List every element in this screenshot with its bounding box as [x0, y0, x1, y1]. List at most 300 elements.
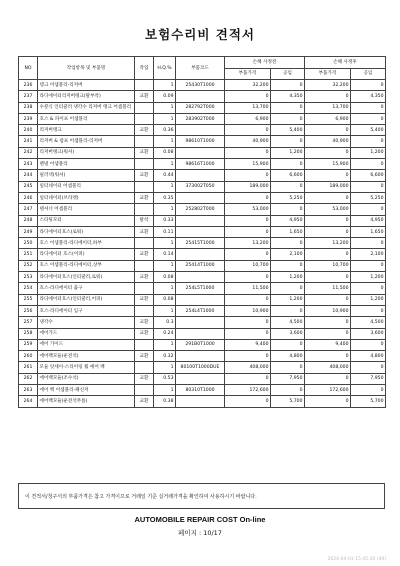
cell-work: 교환 — [135, 226, 154, 237]
cell-p2: 0 — [305, 272, 351, 283]
cell-l2: 3,600 — [351, 328, 386, 339]
cell-no: 255 — [19, 294, 38, 305]
cell-l2: 4,800 — [351, 351, 386, 362]
cell-l2: 0 — [351, 305, 386, 316]
cell-l1: 2,100 — [271, 249, 305, 260]
cell-l1: 5,400 — [271, 125, 305, 136]
cell-no: 237 — [19, 91, 38, 102]
cell-l2: 2,100 — [351, 249, 386, 260]
cell-work — [135, 159, 154, 170]
cell-p2: 11,500 — [305, 283, 351, 294]
cell-l2: 1,200 — [351, 272, 386, 283]
cell-item: 일터네이터 어셈블리 — [38, 181, 135, 192]
estimate-table — [18, 56, 386, 408]
cell-l1: 0 — [271, 159, 305, 170]
cell-work: 교환 — [135, 192, 154, 203]
cell-code — [176, 192, 225, 203]
cell-work — [135, 305, 154, 316]
cell-item: 냉각수 — [38, 317, 135, 328]
cell-p2: 9,400 — [305, 339, 351, 350]
cell-no: 264 — [19, 396, 38, 407]
cell-code — [176, 226, 225, 237]
cell-code: 252802T000 — [176, 204, 225, 215]
cell-hq: 0.3 — [154, 317, 176, 328]
cell-code: 25415T1000 — [176, 238, 225, 249]
cell-l1: 0 — [271, 283, 305, 294]
cell-hq: 1 — [154, 102, 176, 113]
cell-work: 교환 — [135, 170, 154, 181]
cell-item: 호스-라디에이터 입구 — [38, 305, 135, 316]
cell-no: 241 — [19, 136, 38, 147]
cell-l2: 0 — [351, 136, 386, 147]
cell-item: 에어 가이드 — [38, 339, 135, 350]
cell-item: 호스 & 파이프 어셈블리 — [38, 113, 135, 124]
table-row — [19, 147, 386, 158]
cell-hq: 1 — [154, 159, 176, 170]
cell-work: 교환 — [135, 272, 154, 283]
cell-code: 282792T000 — [176, 102, 225, 113]
cell-p1: 0 — [225, 170, 271, 181]
cell-p2: 13,700 — [305, 102, 351, 113]
cell-work — [135, 80, 154, 91]
cell-work: 탈착 — [135, 215, 154, 226]
cell-item: 텡크 어셈블리-리저버 — [38, 80, 135, 91]
cell-l1: 0 — [271, 80, 305, 91]
table-row — [19, 317, 386, 328]
cell-hq: 0.36 — [154, 125, 176, 136]
cell-p2: 15,900 — [305, 159, 351, 170]
cell-hq: 1 — [154, 204, 176, 215]
cell-item: 라디에이터호스(로워) — [38, 226, 135, 237]
cell-hq: 0.09 — [154, 91, 176, 102]
cell-work — [135, 181, 154, 192]
cell-work — [135, 362, 154, 373]
table-row — [19, 294, 386, 305]
cell-no: 262 — [19, 373, 38, 384]
cell-p2: 32,200 — [305, 80, 351, 91]
cell-work: 교환 — [135, 373, 154, 384]
cell-l1: 1,200 — [271, 294, 305, 305]
cell-p2: 0 — [305, 147, 351, 158]
cell-hq: 0.14 — [154, 249, 176, 260]
cell-l1: 5,700 — [271, 396, 305, 407]
cell-no: 239 — [19, 113, 38, 124]
cell-item: 일터네이터(브라켓) — [38, 192, 135, 203]
table-row — [19, 328, 386, 339]
cell-l1: 3,600 — [271, 328, 305, 339]
cell-item: 라디에이터호스(인터쿨러,로워) — [38, 272, 135, 283]
table-row — [19, 283, 386, 294]
cell-l2: 4,950 — [351, 215, 386, 226]
cell-l1: 4,500 — [271, 317, 305, 328]
cell-code — [176, 170, 225, 181]
table-row — [19, 238, 386, 249]
document-title: 보험수리비 견적서 — [145, 27, 255, 42]
cell-l2: 0 — [351, 362, 386, 373]
cell-no: 238 — [19, 102, 38, 113]
disclaimer-note: 이 견적서/청구서의 부품가격은 참고 가격이므로 거래일 기준 실거래가격을 확인하여 사용하시기 바랍니다. — [18, 483, 385, 509]
cell-work: 교환 — [135, 317, 154, 328]
table-row — [19, 226, 386, 237]
cell-item: 라디에이터리저버탱크(탈부착) — [38, 91, 135, 102]
cell-l1: 0 — [271, 305, 305, 316]
cell-code: 98610T1000 — [176, 136, 225, 147]
cell-l1: 4,800 — [271, 351, 305, 362]
cell-p1: 0 — [225, 125, 271, 136]
table-row — [19, 373, 386, 384]
cell-p2: 0 — [305, 91, 351, 102]
cell-p2: 0 — [305, 226, 351, 237]
header-item: 작업항목 및 부품명 — [38, 57, 135, 80]
cell-p2: 0 — [305, 192, 351, 203]
cell-p2: 0 — [305, 294, 351, 305]
cell-code — [176, 91, 225, 102]
cell-item: 에어 백 어셈블리-패신저 — [38, 385, 135, 396]
cell-hq: 1 — [154, 238, 176, 249]
cell-l2: 5,400 — [351, 125, 386, 136]
cell-l2: 5,250 — [351, 192, 386, 203]
cell-p2: 13,200 — [305, 238, 351, 249]
cell-work — [135, 260, 154, 271]
cell-l2: 0 — [351, 102, 386, 113]
cell-no: 243 — [19, 159, 38, 170]
cell-hq: 1 — [154, 385, 176, 396]
cell-code — [176, 215, 225, 226]
cell-p2: 189,000 — [305, 181, 351, 192]
table-row — [19, 80, 386, 91]
cell-l1: 0 — [271, 204, 305, 215]
cell-work — [135, 204, 154, 215]
cell-code — [176, 328, 225, 339]
cell-p1: 0 — [225, 351, 271, 362]
cell-l1: 6,600 — [271, 170, 305, 181]
cell-l2: 1,650 — [351, 226, 386, 237]
cell-code — [176, 317, 225, 328]
cell-code: 373002T050 — [176, 181, 225, 192]
cell-hq: 1 — [154, 305, 176, 316]
cell-p1: 0 — [225, 91, 271, 102]
cell-l1: 0 — [271, 136, 305, 147]
header-no: NO — [19, 57, 38, 80]
cell-item: 라디에이터호스(인터쿨러,어퍼) — [38, 294, 135, 305]
cell-work: 교환 — [135, 328, 154, 339]
cell-no: 261 — [19, 362, 38, 373]
cell-no: 254 — [19, 283, 38, 294]
cell-p2: 0 — [305, 328, 351, 339]
cell-p1: 172,600 — [225, 385, 271, 396]
cell-code — [176, 373, 225, 384]
cell-l2: 0 — [351, 204, 386, 215]
cell-work — [135, 339, 154, 350]
cell-item: 에어백모듈(조수석) — [38, 373, 135, 384]
header-labor-after: 공임 — [351, 68, 386, 80]
table-row — [19, 305, 386, 316]
cell-p2: 172,600 — [305, 385, 351, 396]
cell-hq: 0.53 — [154, 373, 176, 384]
cell-work: 교환 — [135, 91, 154, 102]
cell-code: 254L5T1000 — [176, 283, 225, 294]
cell-l1: 0 — [271, 102, 305, 113]
cell-no: 251 — [19, 249, 38, 260]
cell-no: 256 — [19, 305, 38, 316]
cell-no: 242 — [19, 147, 38, 158]
cell-no: 248 — [19, 215, 38, 226]
page-number: 페이지 : 10/17 — [178, 529, 222, 537]
header-part-price-before: 부품가격 — [225, 68, 271, 80]
cell-work: 교환 — [135, 396, 154, 407]
table-row — [19, 125, 386, 136]
cell-p1: 0 — [225, 373, 271, 384]
cell-l1: 1,200 — [271, 147, 305, 158]
cell-l1: 0 — [271, 181, 305, 192]
cell-no: 258 — [19, 328, 38, 339]
table-row — [19, 181, 386, 192]
cell-code — [176, 396, 225, 407]
cell-l2: 0 — [351, 113, 386, 124]
cell-l2: 0 — [351, 181, 386, 192]
cell-work — [135, 136, 154, 147]
cell-l1: 7,950 — [271, 373, 305, 384]
cell-l1: 5,250 — [271, 192, 305, 203]
cell-p1: 0 — [225, 226, 271, 237]
header-labor-before: 공임 — [271, 68, 305, 80]
cell-item: 필러넥(워셔) — [38, 170, 135, 181]
cell-no: 252 — [19, 260, 38, 271]
cell-p1: 15,900 — [225, 159, 271, 170]
cell-code: 254L4T1000 — [176, 305, 225, 316]
cell-p1: 53,000 — [225, 204, 271, 215]
cell-work: 교환 — [135, 249, 154, 260]
cell-p1: 0 — [225, 147, 271, 158]
cell-l2: 1,200 — [351, 294, 386, 305]
cell-code: 25430T1000 — [176, 80, 225, 91]
cell-l1: 1,650 — [271, 226, 305, 237]
cell-work: 교환 — [135, 351, 154, 362]
cell-code — [176, 272, 225, 283]
cell-p1: 0 — [225, 328, 271, 339]
table-row — [19, 215, 386, 226]
cell-p2: 0 — [305, 351, 351, 362]
cell-hq: 0.44 — [154, 170, 176, 181]
cell-l2: 5,700 — [351, 396, 386, 407]
table-row — [19, 249, 386, 260]
cell-hq: 0.08 — [154, 147, 176, 158]
table-row — [19, 339, 386, 350]
cell-item: 리저버탱크(워셔) — [38, 147, 135, 158]
cell-hq: 0.11 — [154, 226, 176, 237]
cell-l1: 1,200 — [271, 272, 305, 283]
cell-l1: 4,350 — [271, 91, 305, 102]
header-work: 작업 — [135, 57, 154, 80]
cell-item: 텐셔너 어셈블리 — [38, 204, 135, 215]
cell-l2: 0 — [351, 339, 386, 350]
cell-no: 257 — [19, 317, 38, 328]
cell-p1: 10,900 — [225, 305, 271, 316]
cell-p1: 13,200 — [225, 238, 271, 249]
cell-no: 249 — [19, 226, 38, 237]
table-row — [19, 113, 386, 124]
table-row — [19, 385, 386, 396]
cell-p2: 0 — [305, 249, 351, 260]
cell-p1: 10,700 — [225, 260, 271, 271]
header-hq: H.Q.% — [154, 57, 176, 80]
cell-l2: 1,200 — [351, 147, 386, 158]
cell-p1: 0 — [225, 317, 271, 328]
cell-hq: 0.24 — [154, 328, 176, 339]
cell-hq: 1 — [154, 80, 176, 91]
header-after: 손해 사정후 — [305, 57, 386, 69]
cell-code: 291B0T1000 — [176, 339, 225, 350]
cell-no: 263 — [19, 385, 38, 396]
cell-no: 245 — [19, 181, 38, 192]
cell-no: 260 — [19, 351, 38, 362]
table-row — [19, 396, 386, 407]
cell-item: 라디에이터 호스(어퍼) — [38, 249, 135, 260]
table-row — [19, 351, 386, 362]
header-before: 손해 사정전 — [225, 57, 305, 69]
cell-p1: 32,200 — [225, 80, 271, 91]
cell-p2: 0 — [305, 396, 351, 407]
cell-p1: 0 — [225, 192, 271, 203]
cell-l2: 0 — [351, 385, 386, 396]
cell-item: 에어백모듈(운전석무릎) — [38, 396, 135, 407]
cell-hq: 1 — [154, 339, 176, 350]
cell-p1: 408,000 — [225, 362, 271, 373]
print-timestamp: 2024-04-03 15:45:30 (49) — [327, 557, 386, 562]
cell-hq: 0.33 — [154, 215, 176, 226]
cell-l1: 4,950 — [271, 215, 305, 226]
cell-hq: 1 — [154, 136, 176, 147]
table-row — [19, 192, 386, 203]
cell-item: 호스 어셈블리-라디에이터,상부 — [38, 260, 135, 271]
cell-l2: 0 — [351, 80, 386, 91]
cell-p1: 0 — [225, 294, 271, 305]
cell-code: 25414T1000 — [176, 260, 225, 271]
cell-item: 호스-라디에이터 출구 — [38, 283, 135, 294]
cell-work — [135, 238, 154, 249]
cell-p2: 53,000 — [305, 204, 351, 215]
cell-code — [176, 147, 225, 158]
cell-l2: 0 — [351, 238, 386, 249]
cell-hq: 1 — [154, 181, 176, 192]
cell-work — [135, 113, 154, 124]
cell-no: 236 — [19, 80, 38, 91]
header-code: 부품코드 — [176, 57, 225, 80]
cell-p2: 0 — [305, 125, 351, 136]
cell-code: 98616T1000 — [176, 159, 225, 170]
cell-code — [176, 351, 225, 362]
cell-no: 240 — [19, 125, 38, 136]
cell-l1: 0 — [271, 113, 305, 124]
cell-hq: 1 — [154, 260, 176, 271]
table-row — [19, 102, 386, 113]
table-row — [19, 260, 386, 271]
cell-hq: 1 — [154, 362, 176, 373]
cell-p2: 6,900 — [305, 113, 351, 124]
cell-hq: 0.08 — [154, 272, 176, 283]
cell-l2: 6,600 — [351, 170, 386, 181]
cell-item: 리저버 & 펌프 어셈블리-리저버 — [38, 136, 135, 147]
cell-p2: 0 — [305, 215, 351, 226]
cell-l1: 0 — [271, 238, 305, 249]
cell-no: 259 — [19, 339, 38, 350]
cell-p1: 11,500 — [225, 283, 271, 294]
table-row — [19, 159, 386, 170]
cell-code — [176, 249, 225, 260]
cell-item: 호스 어셈블리-라디에이터,하부 — [38, 238, 135, 249]
cell-hq: 0.38 — [154, 396, 176, 407]
footer-brand: AUTOMOBILE REPAIR COST On-line — [134, 515, 266, 524]
cell-hq: 1 — [154, 283, 176, 294]
cell-p2: 0 — [305, 373, 351, 384]
cell-l2: 0 — [351, 260, 386, 271]
cell-no: 244 — [19, 170, 38, 181]
cell-item: 펜넬 어셈블리 — [38, 159, 135, 170]
table-row — [19, 272, 386, 283]
cell-p2: 10,700 — [305, 260, 351, 271]
table-row — [19, 204, 386, 215]
cell-item: 수분식 인터쿨러 냉각수 리저버 탱크 어셈블리 — [38, 102, 135, 113]
cell-p2: 408,000 — [305, 362, 351, 373]
cell-hq: 0.35 — [154, 192, 176, 203]
cell-p2: 10,900 — [305, 305, 351, 316]
cell-hq: 1 — [154, 113, 176, 124]
cell-code — [176, 294, 225, 305]
cell-p1: 6,900 — [225, 113, 271, 124]
cell-work — [135, 283, 154, 294]
cell-p1: 189,000 — [225, 181, 271, 192]
cell-p1: 13,700 — [225, 102, 271, 113]
cell-l2: 7,950 — [351, 373, 386, 384]
table-row — [19, 91, 386, 102]
cell-l1: 0 — [271, 339, 305, 350]
cell-l2: 4,350 — [351, 91, 386, 102]
cell-work: 교환 — [135, 125, 154, 136]
cell-l1: 0 — [271, 260, 305, 271]
cell-l2: 0 — [351, 159, 386, 170]
cell-item: 스타팅모터 — [38, 215, 135, 226]
cell-p1: 40,900 — [225, 136, 271, 147]
cell-work: 교환 — [135, 294, 154, 305]
cell-no: 250 — [19, 238, 38, 249]
cell-p2: 0 — [305, 317, 351, 328]
cell-p1: 0 — [225, 272, 271, 283]
table-row — [19, 170, 386, 181]
cell-code: 283902T000 — [176, 113, 225, 124]
cell-p1: 0 — [225, 215, 271, 226]
table-row — [19, 136, 386, 147]
cell-no: 247 — [19, 204, 38, 215]
cell-code — [176, 125, 225, 136]
cell-item: 에어가드 — [38, 328, 135, 339]
cell-p1: 9,400 — [225, 339, 271, 350]
cell-work — [135, 102, 154, 113]
cell-work: 교환 — [135, 147, 154, 158]
cell-item: 에어백모듈(운전석) — [38, 351, 135, 362]
cell-code: 80310T1000 — [176, 385, 225, 396]
cell-l2: 0 — [351, 283, 386, 294]
cell-p1: 0 — [225, 249, 271, 260]
cell-work — [135, 385, 154, 396]
cell-item: 리저버탱크 — [38, 125, 135, 136]
cell-l1: 0 — [271, 385, 305, 396]
cell-hq: 0.08 — [154, 294, 176, 305]
cell-l1: 0 — [271, 362, 305, 373]
cell-p2: 40,900 — [305, 136, 351, 147]
cell-no: 246 — [19, 192, 38, 203]
table-row — [19, 362, 386, 373]
cell-item: 모듈 앗세이-스티어링 휠 에어 백 — [38, 362, 135, 373]
